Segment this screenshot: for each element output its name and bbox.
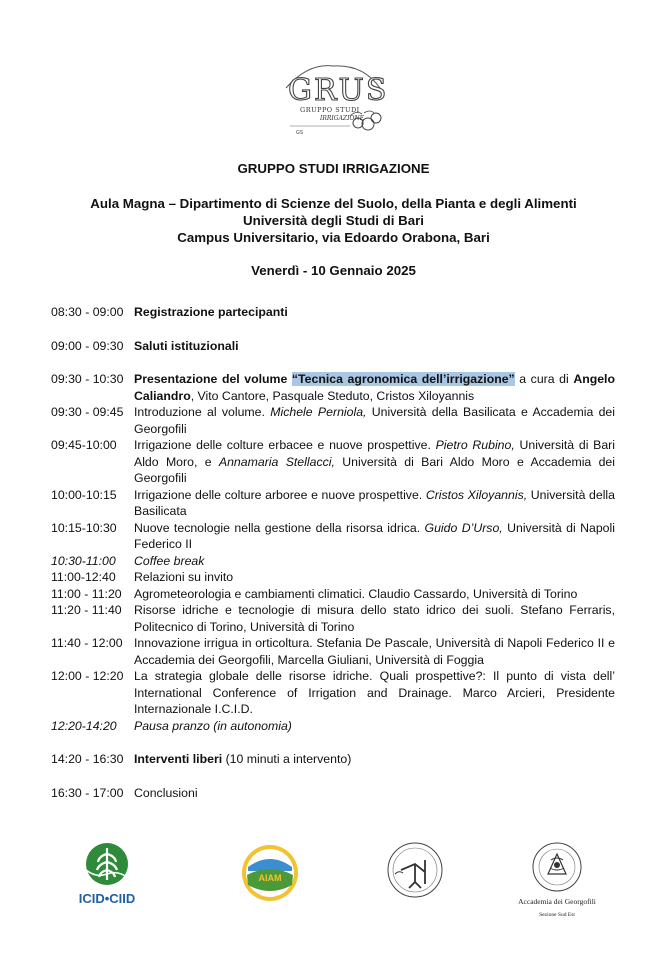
time-slot: 11:20 - 11:40 bbox=[51, 603, 122, 617]
text: Coffee break bbox=[134, 553, 205, 568]
schedule-row bbox=[51, 520, 615, 553]
svg-text:GRUS: GRUS bbox=[288, 73, 388, 108]
time-slot: 10:00-10:15 bbox=[51, 487, 117, 502]
time-slot: 14:20 - 16:30 bbox=[51, 752, 124, 766]
text: Università di Bari Aldo Moro, e bbox=[134, 438, 615, 469]
time-slot: 12:00 - 12:20 bbox=[51, 669, 124, 683]
schedule-row bbox=[51, 569, 615, 586]
time-slot: 09:45-10:00 bbox=[51, 438, 117, 452]
session-title: Interventi liberi bbox=[134, 752, 223, 766]
text: , Vito Cantore, Pasquale Steduto, Cristos Xiloyannis bbox=[190, 388, 475, 403]
author: Angelo Caliandro bbox=[134, 372, 615, 403]
time-slot: 08:30 - 09:00 bbox=[51, 305, 124, 319]
time-slot: 09:30 - 09:45 bbox=[51, 405, 124, 419]
svg-text:AIAM: AIAM bbox=[258, 873, 282, 883]
session-title: Registrazione partecipanti bbox=[134, 305, 288, 319]
text: Università di Bari Aldo Moro e Accademia dei Georgofili bbox=[134, 454, 616, 485]
svg-text:IRRIGAZIONE: IRRIGAZIONE bbox=[320, 115, 364, 122]
svg-text:GS: GS bbox=[296, 130, 304, 136]
time-slot: 11:00 - 11:20 bbox=[51, 586, 122, 601]
schedule-row bbox=[51, 668, 615, 718]
text: Conclusioni bbox=[134, 785, 198, 800]
text: Irrigazione delle colture erbacee e nuove prospettive. bbox=[134, 438, 436, 452]
time-slot: 10:15-10:30 bbox=[51, 520, 117, 535]
venue-line: Campus Universitario, via Edoardo Orabona, Bari bbox=[177, 230, 490, 245]
text: Risorse idriche e tecnologie di misura dello stato idrico dei suoli. Stefano Ferraris, Politecnico di Torino, Università di Torino bbox=[134, 603, 615, 634]
time-slot: 09:30 - 10:30 bbox=[51, 372, 124, 386]
schedule-row bbox=[51, 751, 615, 768]
schedule bbox=[51, 304, 615, 801]
svg-text:Sezione Sud Est: Sezione Sud Est bbox=[539, 912, 575, 918]
text: La strategia globale delle risorse idriche. Quali prospettive?: Il punto di vista dell’ International Conference of Irrigation and Drainage. Marco Arcieri, Presidente Internazionale I.C.I.D. bbox=[134, 669, 615, 716]
icid-logo bbox=[72, 840, 142, 908]
time-slot: 09:00 - 09:30 bbox=[51, 338, 124, 353]
schedule-row bbox=[51, 304, 615, 321]
speaker: Annamaria Stellacci, bbox=[218, 454, 335, 469]
schedule-row bbox=[51, 553, 615, 570]
schedule-row bbox=[51, 718, 615, 735]
schedule-row bbox=[51, 338, 615, 355]
session-title: Presentazione del volume bbox=[134, 372, 292, 386]
event-date: Venerdì - 10 Gennaio 2025 bbox=[251, 263, 416, 278]
grus-logo bbox=[278, 58, 388, 138]
text: Università della Basilicata e Accademia dei Georgofili bbox=[134, 405, 615, 436]
time-slot: 10:30-11:00 bbox=[51, 553, 116, 568]
schedule-row bbox=[51, 785, 615, 802]
speaker: Guido D’Urso, bbox=[424, 520, 503, 535]
schedule-row bbox=[51, 404, 615, 437]
time-slot: 11:00-12:40 bbox=[51, 570, 116, 584]
speaker: Pietro Rubino, bbox=[435, 438, 515, 452]
venue-block bbox=[0, 195, 667, 246]
venue-line: Aula Magna – Dipartimento di Scienze del Suolo, della Pianta e degli Alimenti bbox=[90, 196, 577, 211]
text: Agrometeorologia e cambiamenti climatici. Claudio Cassardo, Università di Torino bbox=[134, 586, 578, 601]
schedule-row bbox=[51, 437, 615, 487]
schedule-row bbox=[51, 487, 615, 520]
venue-line: Università degli Studi di Bari bbox=[242, 213, 425, 228]
time-slot: 12:20-14:20 bbox=[51, 718, 117, 733]
svg-text:ICID•CIID: ICID•CIID bbox=[78, 891, 136, 906]
book-title-highlight: “Tecnica agronomica dell’irrigazione” bbox=[291, 372, 515, 386]
schedule-row bbox=[51, 371, 615, 404]
text: Nuove tecnologie nella gestione della risorsa idrica. bbox=[134, 520, 425, 535]
text: Relazioni su invito bbox=[134, 570, 234, 584]
page-title: GRUPPO STUDI IRRIGAZIONE bbox=[237, 161, 430, 176]
svg-text:GRUPPO STUDI: GRUPPO STUDI bbox=[300, 106, 360, 114]
time-slot: 11:40 - 12:00 bbox=[51, 636, 123, 650]
time-slot: 16:30 - 17:00 bbox=[51, 785, 124, 800]
text: Università di Napoli Federico II bbox=[134, 520, 615, 551]
text: Irrigazione delle colture arboree e nuove prospettive. bbox=[134, 487, 426, 502]
text: Pausa pranzo (in autonomia) bbox=[134, 718, 292, 733]
aiam-logo bbox=[240, 843, 300, 903]
text: Università della Basilicata bbox=[134, 487, 615, 518]
society-emblem-logo bbox=[385, 840, 445, 900]
speaker: Cristos Xiloyannis, bbox=[425, 487, 528, 502]
text: Introduzione al volume. bbox=[134, 405, 271, 419]
speaker: Michele Perniola, bbox=[270, 405, 367, 419]
text: (10 minuti a intervento) bbox=[222, 752, 352, 766]
georgofili-logo bbox=[510, 840, 605, 925]
schedule-row bbox=[51, 602, 615, 635]
svg-text:Accademia dei Georgofili: Accademia dei Georgofili bbox=[518, 897, 596, 906]
session-title: Saluti istituzionali bbox=[134, 338, 239, 353]
text: Innovazione irrigua in orticoltura. Stefania De Pascale, Università di Napoli Federico II e Accademia dei Georgofili, Marcella Giuliani, Università di Foggia bbox=[134, 636, 615, 667]
text: a cura di bbox=[514, 372, 574, 386]
schedule-row bbox=[51, 635, 615, 668]
schedule-row bbox=[51, 586, 615, 603]
